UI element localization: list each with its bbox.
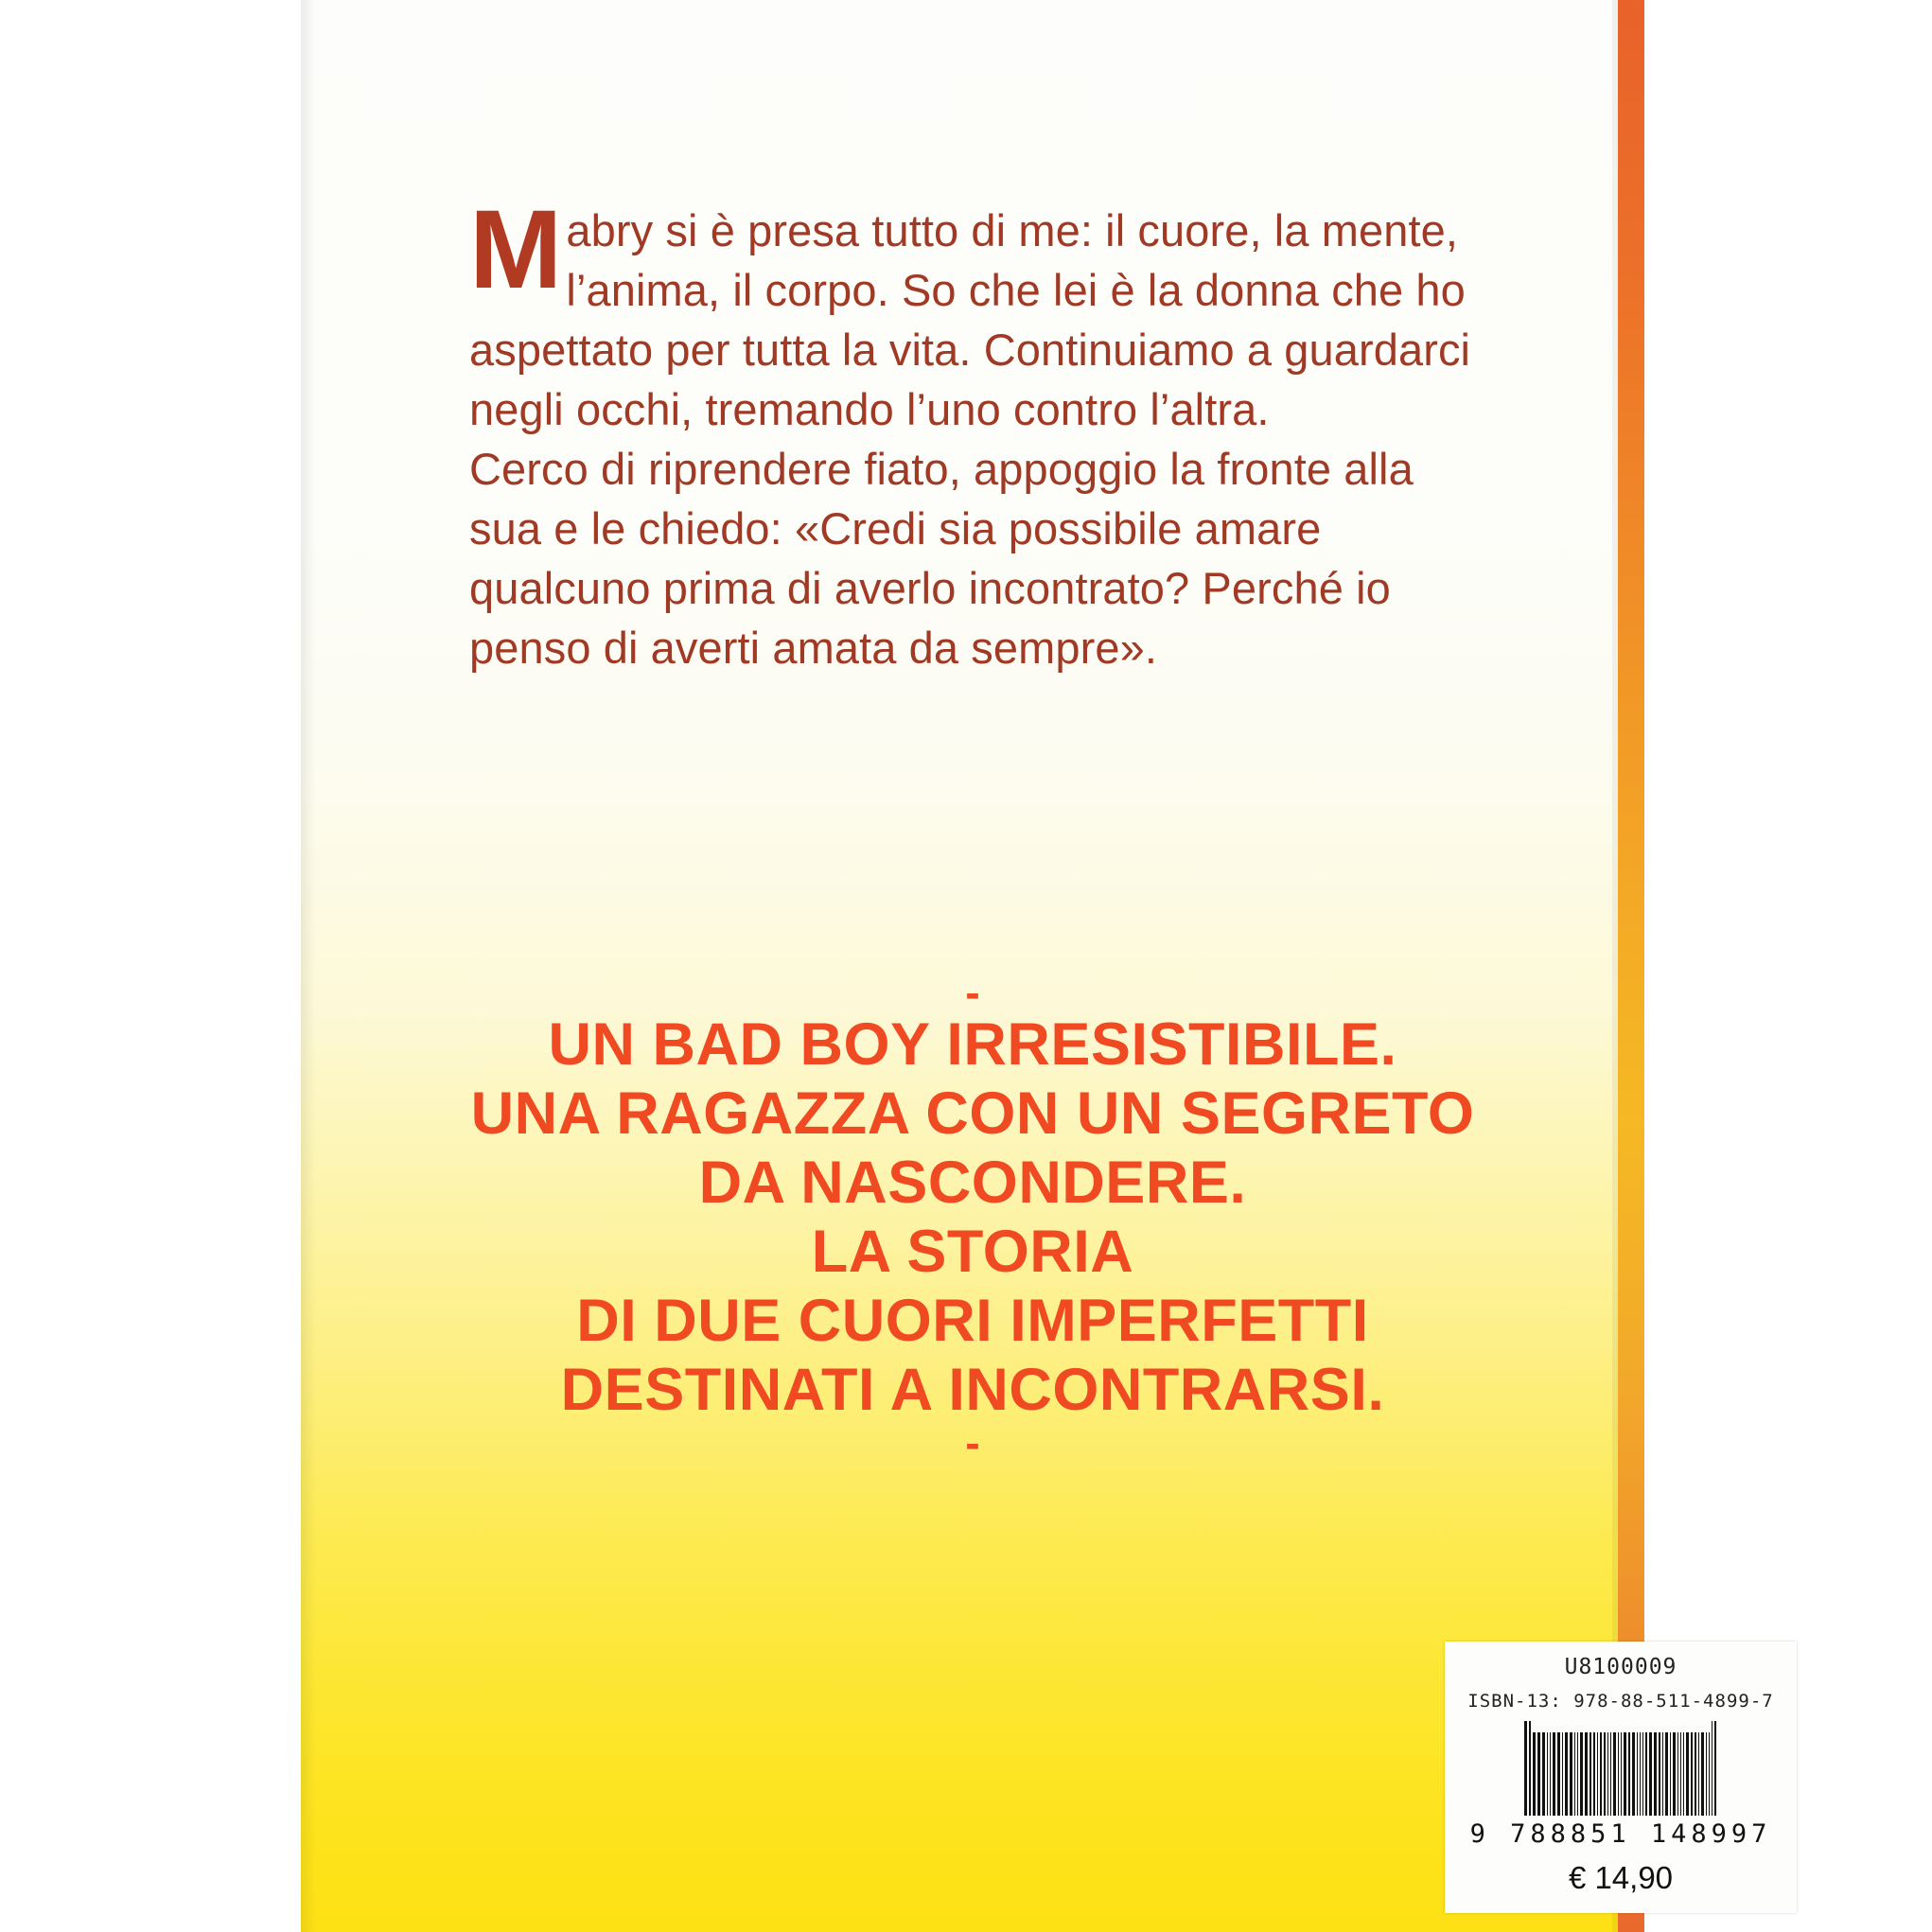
drop-cap-letter: M — [469, 187, 563, 312]
barcode-isbn-text: ISBN-13: 978-88-511-4899-7 — [1467, 1691, 1774, 1712]
blurb-text — [469, 187, 1472, 677]
tagline-line-2: UNA RAGAZZA CON UN SEGRETO — [470, 1080, 1475, 1147]
price-text: € 14,90 — [1568, 1860, 1674, 1895]
blurb-paragraph-1 — [469, 187, 1472, 439]
barcode-label — [1445, 1642, 1797, 1913]
cover-panel — [301, 0, 1774, 1932]
page-left-shadow — [301, 0, 316, 1932]
tagline-line-4: LA STORIA — [811, 1219, 1134, 1285]
tagline-top-dash: - — [965, 968, 980, 1017]
tagline-line-3: DA NASCONDERE. — [698, 1150, 1247, 1216]
barcode-internal-code: U8100009 — [1564, 1655, 1677, 1679]
blurb-paragraph-2: Cerco di riprendere fiato, appoggio la fronte alla sua e le chiedo: «Credi sia possibile amare qualcuno prima di averlo incontrato? Perché io penso di averti amata da sempre». — [469, 444, 1414, 673]
tagline-line-5: DI DUE CUORI IMPERFETTI — [576, 1288, 1369, 1354]
tagline-lines — [414, 1010, 1531, 1425]
tagline-line-1: UN BAD BOY IRRESISTIBILE. — [548, 1011, 1397, 1078]
tagline-bottom-dash: - — [965, 1418, 980, 1467]
blurb-paragraph-1-text: abry si è presa tutto di me: il cuore, la mente, l’anima, il corpo. So che lei è la donna che ho aspettato per tutta la vita. Continuiamo a guardarci negli occhi, tremando l’uno contro l’altra. — [469, 205, 1471, 434]
tagline-block — [414, 968, 1531, 1467]
tagline-line-6: DESTINATI A INCONTRARSI. — [560, 1357, 1385, 1423]
barcode-digits: 9 788851 148997 — [1469, 1819, 1772, 1849]
barcode-bars — [1474, 1721, 1767, 1816]
